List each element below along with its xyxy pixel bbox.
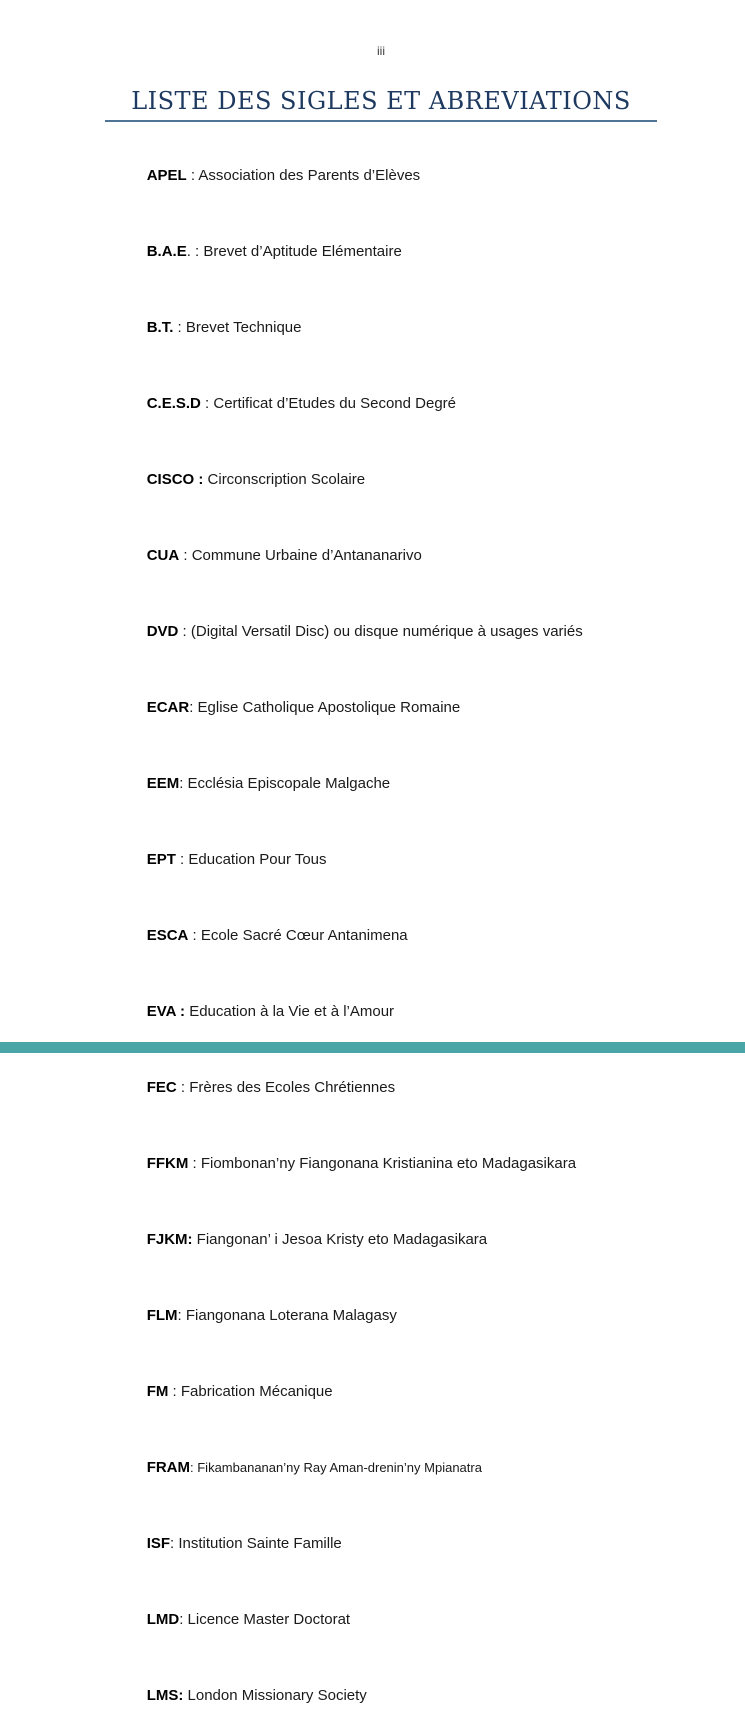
abbreviation-term: LMD: [146, 1611, 180, 1628]
abbreviation-definition: : Ecole Sacré Cœur Antanimena: [188, 927, 408, 944]
abbreviation-definition: : Ecclésia Episcopale Malgache: [179, 775, 391, 792]
abbreviation-term: FJKM:: [146, 1231, 193, 1248]
abbreviation-entry: [105, 453, 657, 507]
abbreviation-entry: [105, 985, 657, 1039]
abbreviation-term: FFKM: [146, 1155, 189, 1172]
abbreviation-definition: : Education Pour Tous: [175, 851, 327, 868]
abbreviation-definition: : Fiombonan’ny Fiangonana Kristianina eto Madagasikara: [188, 1155, 577, 1172]
abbreviation-list: [105, 149, 657, 1723]
abbreviation-term: B.T.: [146, 319, 174, 336]
page-title: LISTE DES SIGLES ET ABREVIATIONS: [131, 87, 631, 115]
abbreviation-definition: : Eglise Catholique Apostolique Romaine: [189, 699, 461, 716]
abbreviation-definition: : Certificat d’Etudes du Second Degré: [200, 395, 457, 412]
abbreviation-term: FM: [146, 1383, 169, 1400]
page-number: iii: [377, 44, 385, 58]
abbreviation-entry: [105, 1441, 657, 1495]
abbreviation-definition: London Missionary Society: [183, 1687, 367, 1704]
abbreviation-entry: [105, 149, 657, 203]
abbreviation-term: FEC: [146, 1079, 177, 1096]
abbreviation-entry: [105, 1669, 657, 1723]
abbreviation-entry: [105, 909, 657, 963]
abbreviation-definition: : Fiangonana Loterana Malagasy: [177, 1307, 397, 1324]
abbreviation-term: EEM: [146, 775, 180, 792]
abbreviation-term: FLM: [146, 1307, 178, 1324]
abbreviation-definition: : Association des Parents d’Elèves: [186, 167, 421, 184]
abbreviation-entry: [105, 1593, 657, 1647]
abbreviation-definition: Education à la Vie et à l’Amour: [185, 1003, 395, 1020]
title-block: [105, 86, 657, 122]
bottom-bar: [0, 1042, 745, 1053]
abbreviation-term: CUA: [146, 547, 180, 564]
abbreviation-entry: [105, 681, 657, 735]
abbreviation-term: APEL: [146, 167, 187, 184]
abbreviation-definition: : Fabrication Mécanique: [168, 1383, 333, 1400]
abbreviation-definition: : Licence Master Doctorat: [179, 1611, 351, 1628]
abbreviation-definition: : Frères des Ecoles Chrétiennes: [176, 1079, 396, 1096]
abbreviation-entry: [105, 605, 657, 659]
abbreviation-term: DVD: [146, 623, 179, 640]
abbreviation-entry: [105, 377, 657, 431]
abbreviation-term: C.E.S.D: [146, 395, 201, 412]
abbreviation-definition: : (Digital Versatil Disc) ou disque numérique à usages variés: [178, 623, 583, 640]
abbreviation-term: ECAR: [146, 699, 190, 716]
abbreviation-term: ISF: [146, 1535, 171, 1552]
abbreviation-entry: [105, 529, 657, 583]
abbreviation-term: LMS:: [146, 1687, 184, 1704]
abbreviation-term: B.A.E: [146, 243, 187, 260]
abbreviation-term: EVA :: [146, 1003, 186, 1020]
abbreviation-entry: [105, 1137, 657, 1191]
abbreviation-definition: : Institution Sainte Famille: [170, 1535, 342, 1552]
abbreviation-entry: [105, 1517, 657, 1571]
abbreviation-entry: [105, 1289, 657, 1343]
abbreviation-entry: [105, 1213, 657, 1267]
abbreviation-term: CISCO :: [146, 471, 204, 488]
abbreviation-definition: Fiangonan’ i Jesoa Kristy eto Madagasikara: [192, 1231, 488, 1248]
abbreviation-term: FRAM: [146, 1459, 191, 1476]
abbreviation-entry: [105, 1365, 657, 1419]
abbreviation-definition: : Commune Urbaine d’Antananarivo: [179, 547, 422, 564]
abbreviation-entry: [105, 301, 657, 355]
abbreviation-term: ESCA: [146, 927, 189, 944]
abbreviation-definition: Circonscription Scolaire: [203, 471, 366, 488]
abbreviation-entry: [105, 833, 657, 887]
abbreviation-definition: : Fikambananan’ny Ray Aman-drenin’ny Mpianatra: [190, 1460, 482, 1475]
abbreviation-entry: [105, 757, 657, 811]
abbreviation-term: EPT: [146, 851, 176, 868]
abbreviation-definition: . : Brevet d’Aptitude Elémentaire: [186, 243, 402, 260]
abbreviation-definition: : Brevet Technique: [173, 319, 302, 336]
abbreviation-entry: [105, 225, 657, 279]
abbreviation-entry: [105, 1061, 657, 1115]
